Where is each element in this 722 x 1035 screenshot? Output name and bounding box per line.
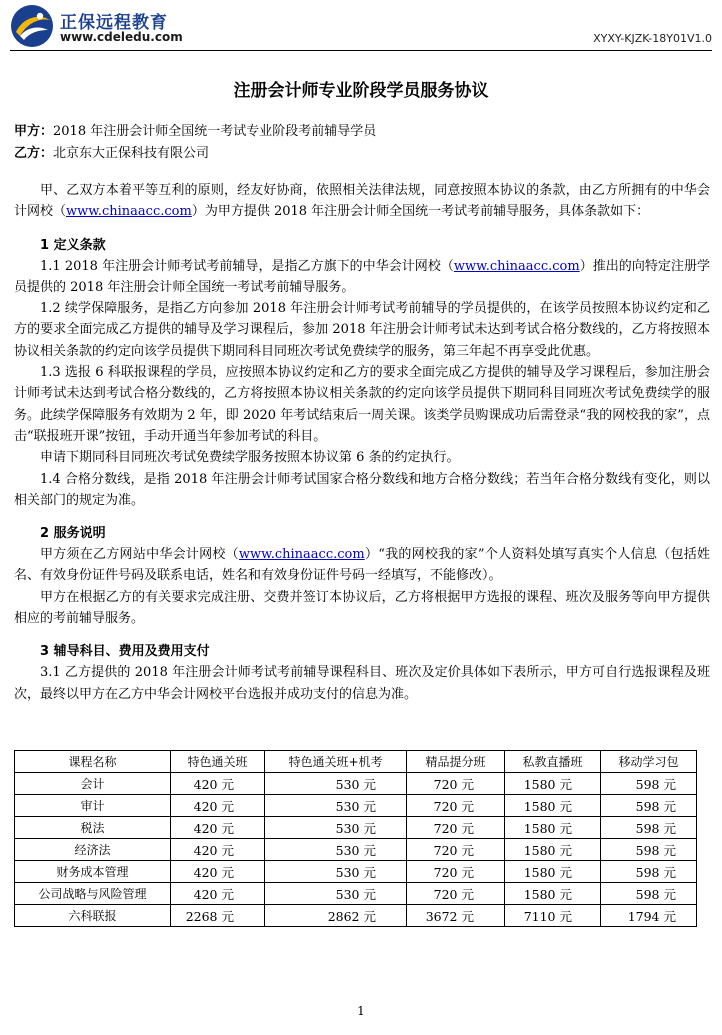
agreement-body bbox=[14, 180, 710, 705]
table-row bbox=[15, 773, 697, 795]
course-name: 会计 bbox=[15, 773, 171, 795]
price-cell: 598 元 bbox=[601, 795, 697, 817]
price-cell: 530 元 bbox=[265, 861, 407, 883]
column-header: 特色通关班 bbox=[171, 751, 265, 773]
price-cell: 2862 元 bbox=[265, 905, 407, 927]
section-heading: 3 辅导科目、费用及费用支付 bbox=[40, 644, 210, 660]
price-cell: 1580 元 bbox=[505, 773, 601, 795]
page-number: 1 bbox=[357, 1004, 365, 1018]
price-cell: 720 元 bbox=[407, 773, 505, 795]
section-heading: 2 服务说明 bbox=[40, 526, 106, 542]
brand-url: www.cdeledu.com bbox=[60, 30, 183, 44]
intro-paragraph: 甲、乙双方本着平等互利的原则，经友好协商，依照相关法律法规，同意按照本协议的条款，由乙方所拥有的中华会计网校（www.chinaacc.com）为甲方提供 2018 年注册会计师全国统一考试考前辅导服务，具体条款如下： bbox=[14, 183, 710, 220]
header-divider bbox=[10, 50, 712, 51]
price-cell: 1580 元 bbox=[505, 795, 601, 817]
page-header bbox=[10, 4, 712, 48]
clause-3-1: 3.1 乙方提供的 2018 年注册会计师考试考前辅导课程科目、班次及定价具体如下表所示，甲方可自行选报课程及班次，最终以甲方在乙方中华会计网校平台选报并成功支付的信息为准。 bbox=[14, 665, 710, 702]
price-cell: 720 元 bbox=[407, 883, 505, 905]
column-header: 私教直播班 bbox=[505, 751, 601, 773]
price-cell: 598 元 bbox=[601, 883, 697, 905]
party-b bbox=[14, 142, 209, 161]
price-cell: 420 元 bbox=[171, 861, 265, 883]
table-row bbox=[15, 861, 697, 883]
page-title: 注册会计师专业阶段学员服务协议 bbox=[233, 81, 489, 101]
price-cell: 598 元 bbox=[601, 773, 697, 795]
price-cell: 1794 元 bbox=[601, 905, 697, 927]
fee-table bbox=[14, 750, 697, 927]
clause-1-2: 1.2 续学保障服务，是指乙方向参加 2018 年注册会计师考试考前辅导的学员提供的，在该学员按照本协议约定和乙方的要求全面完成乙方提供的辅导及学习课程后，参加 2018 年注册会计师考试未达到考试合格分数线的，乙方将按照本协议相关条款的约定向该学员提供下期同科目同班次考试免费续学的服务，第三年起不再享受此优惠。 bbox=[14, 301, 710, 359]
service-paragraph-1: 甲方须在乙方网站中华会计网校（www.chinaacc.com）“我的网校我的家”个人资料处填写真实个人信息（包括姓名、有效身份证件号码及联系电话，姓名和有效身份证件号码一经填写，不能修改）。 bbox=[14, 547, 710, 584]
price-cell: 530 元 bbox=[265, 795, 407, 817]
party-a-label: 甲方： bbox=[14, 124, 54, 139]
service-paragraph-2: 甲方在根据乙方的有关要求完成注册、交费并签订本协议后，乙方将根据甲方选报的课程、班次及服务等向甲方提供相应的考前辅导服务。 bbox=[14, 589, 710, 627]
clause-1-1: 1.1 2018 年注册会计师考试考前辅导，是指乙方旗下的中华会计网校（www.chinaacc.com）推出的向特定注册学员提供的 2018 年注册会计师全国统一考试考前辅导服务。 bbox=[14, 258, 710, 295]
price-cell: 720 元 bbox=[407, 839, 505, 861]
price-cell: 1580 元 bbox=[505, 883, 601, 905]
clause-1-3-note: 申请下期同科目同班次考试免费续学服务按照本协议第 6 条的约定执行。 bbox=[40, 450, 460, 466]
price-cell: 1580 元 bbox=[505, 817, 601, 839]
clause-1-4: 1.4 合格分数线，是指 2018 年注册会计师考试国家合格分数线和地方合格分数线；若当年合格分数线有变化，则以相关部门的规定为准。 bbox=[14, 471, 710, 508]
cdeledu-logo-icon bbox=[10, 4, 54, 48]
price-cell: 1580 元 bbox=[505, 839, 601, 861]
chinaacc-link[interactable]: www.chinaacc.com bbox=[238, 547, 365, 563]
price-cell: 3672 元 bbox=[407, 905, 505, 927]
clause-1-3: 1.3 选报 6 科联报课程的学员，应按照本协议约定和乙方的要求全面完成乙方提供的辅导及学习课程后，参加注册会计师考试未达到考试合格分数线的，乙方将按照本协议相关条款的约定向该学员提供下期同科目同班次考试免费续学的服务。此续学保障服务有效期为 2 年，即 2020 年考试结束后一周关课。该类学员购课成功后需登录“我的网校我的家”，点击“联报班开课”按钮，手动开通当年参加考试的科目。 bbox=[14, 365, 710, 444]
course-name: 公司战略与风险管理 bbox=[15, 883, 171, 905]
column-header: 课程名称 bbox=[15, 751, 171, 773]
price-cell: 7110 元 bbox=[505, 905, 601, 927]
price-cell: 420 元 bbox=[171, 883, 265, 905]
party-a bbox=[14, 120, 376, 139]
chinaacc-link[interactable]: www.chinaacc.com bbox=[66, 204, 192, 220]
price-cell: 530 元 bbox=[265, 883, 407, 905]
course-name: 六科联报 bbox=[15, 905, 171, 927]
course-name: 税法 bbox=[15, 817, 171, 839]
price-cell: 420 元 bbox=[171, 773, 265, 795]
table-header-row bbox=[15, 751, 697, 773]
price-cell: 530 元 bbox=[265, 817, 407, 839]
table-row bbox=[15, 839, 697, 861]
price-cell: 530 元 bbox=[265, 773, 407, 795]
party-b-label: 乙方： bbox=[14, 146, 54, 161]
price-cell: 598 元 bbox=[601, 817, 697, 839]
course-name: 审计 bbox=[15, 795, 171, 817]
table-row bbox=[15, 817, 697, 839]
price-cell: 2268 元 bbox=[171, 905, 265, 927]
document-code: XYXY-KJZK-18Y01V1.0 bbox=[593, 32, 712, 45]
brand-name: 正保远程教育 bbox=[60, 13, 168, 33]
price-cell: 530 元 bbox=[265, 839, 407, 861]
table-row bbox=[15, 795, 697, 817]
course-name: 财务成本管理 bbox=[15, 861, 171, 883]
column-header: 特色通关班+机考 bbox=[265, 751, 407, 773]
party-a-value: 2018 年注册会计师全国统一考试专业阶段考前辅导学员 bbox=[53, 124, 377, 139]
chinaacc-link[interactable]: www.chinaacc.com bbox=[453, 258, 580, 274]
price-cell: 1580 元 bbox=[505, 861, 601, 883]
price-cell: 720 元 bbox=[407, 795, 505, 817]
column-header: 精品提分班 bbox=[407, 751, 505, 773]
price-cell: 420 元 bbox=[171, 839, 265, 861]
price-cell: 720 元 bbox=[407, 861, 505, 883]
table-row bbox=[15, 905, 697, 927]
section-heading: 1 定义条款 bbox=[40, 237, 106, 253]
price-cell: 420 元 bbox=[171, 817, 265, 839]
course-name: 经济法 bbox=[15, 839, 171, 861]
price-cell: 598 元 bbox=[601, 839, 697, 861]
party-b-value: 北京东大正保科技有限公司 bbox=[53, 146, 210, 161]
price-cell: 598 元 bbox=[601, 861, 697, 883]
price-cell: 720 元 bbox=[407, 817, 505, 839]
price-cell: 420 元 bbox=[171, 795, 265, 817]
table-row bbox=[15, 883, 697, 905]
column-header: 移动学习包 bbox=[601, 751, 697, 773]
